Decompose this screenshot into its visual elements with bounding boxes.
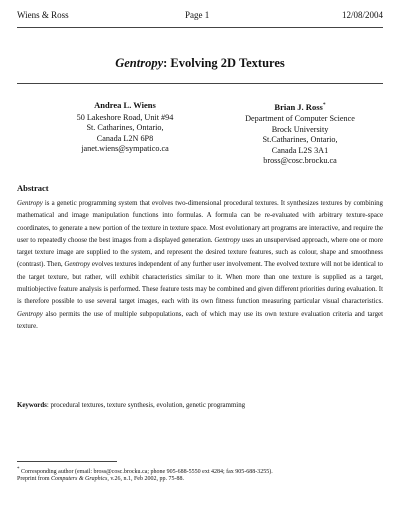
header-page-number: Page 1 (185, 10, 210, 20)
footnote-marker: * (17, 467, 20, 472)
abstract-text: uses an unsupervised approach, where one or more target texture image are supplied to the system, and represent the desired texture features, such as colour, shape and smoothness (contrast). Then, (17, 236, 383, 269)
author-address-line: St. Catharines, Ontario, (86, 123, 164, 132)
author-address-line: Canada L2S 3A1 (271, 145, 329, 155)
abstract-text: also permits the use of multiple subpopulations, each of which may use its own texture evaluation criteria and target texture. (17, 310, 383, 330)
system-name: Gentropy (17, 310, 43, 318)
author-name: Andrea L. Wiens (94, 100, 156, 110)
keywords-list: : procedural textures, texture synthesis, evolution, genetic programming (46, 402, 246, 409)
header-rule (17, 27, 383, 28)
author-email: bross@cosc.brocku.ca (263, 156, 337, 166)
title-rest: : Evolving 2D Textures (163, 56, 285, 70)
title-emphasis: Gentropy (115, 56, 164, 70)
system-name: Gentropy (17, 200, 43, 207)
abstract-heading: Abstract (17, 183, 49, 193)
footnote-marker: * (322, 102, 326, 108)
author-address-line: St.Catharines, Ontario, (262, 135, 338, 145)
abstract-text: is a genetic programming system that evolves two-dimensional procedural textures. It synthesizes textures by combining mathematical and image manipulation functions into formulas. A formula can be re-evaluated with arbitrary texture-space coordinates, to generate a new portion of the texture in texture space. Most evolutionary art programs are interactive, and require the user to repeatedly choose the best images from a displayed generation. (17, 200, 383, 244)
author-block-wiens (40, 100, 210, 155)
abstract-body (17, 198, 383, 333)
paper-title (0, 56, 400, 71)
system-name: Gentropy (64, 261, 91, 269)
journal-name: Computers & Graphics (51, 476, 108, 482)
footnote-rule (17, 461, 117, 462)
author-email: janet.wiens@sympatico.ca (81, 144, 169, 153)
running-header (0, 10, 400, 24)
author-address-line: Brock University (271, 124, 329, 134)
keywords (17, 402, 383, 409)
footnote-contact-text: Corresponding author (email: bross@cosc.brocku.ca; phone 905-688-5550 ext 4284; fax 905-688-3255). (19, 469, 273, 475)
author-name: Brian J. Ross* (274, 101, 326, 112)
system-name: Gentropy (214, 236, 241, 244)
abstract-text: evolves textures independent of any further user involvement. The evolved texture will not be identical to the target texture, but rather, will exhibit characteristics similar to it. When more than one texture is supplied as a target, multiobjective feature analysis is performed. These feature tests may be combined and given different priorities during evaluation. It is therefore possible to use several target images, each with its own fitness function measuring particular visual characteristics. (17, 261, 383, 306)
header-date: 12/08/2004 (341, 10, 383, 20)
header-authors: Wiens & Ross (17, 10, 69, 20)
footnote-preprint: Preprint from Computers & Graphics, v.26, n.1, Feb 2002, pp. 75-88. (17, 476, 184, 482)
title-rule (17, 83, 383, 84)
author-address-line: 50 Lakeshore Road, Unit #94 (76, 112, 174, 122)
author-address-line: Department of Computer Science (245, 114, 355, 124)
author-block-ross (215, 100, 385, 167)
keywords-label: Keywords (17, 402, 47, 409)
author-address-line: Canada L2N 6P8 (96, 133, 154, 143)
